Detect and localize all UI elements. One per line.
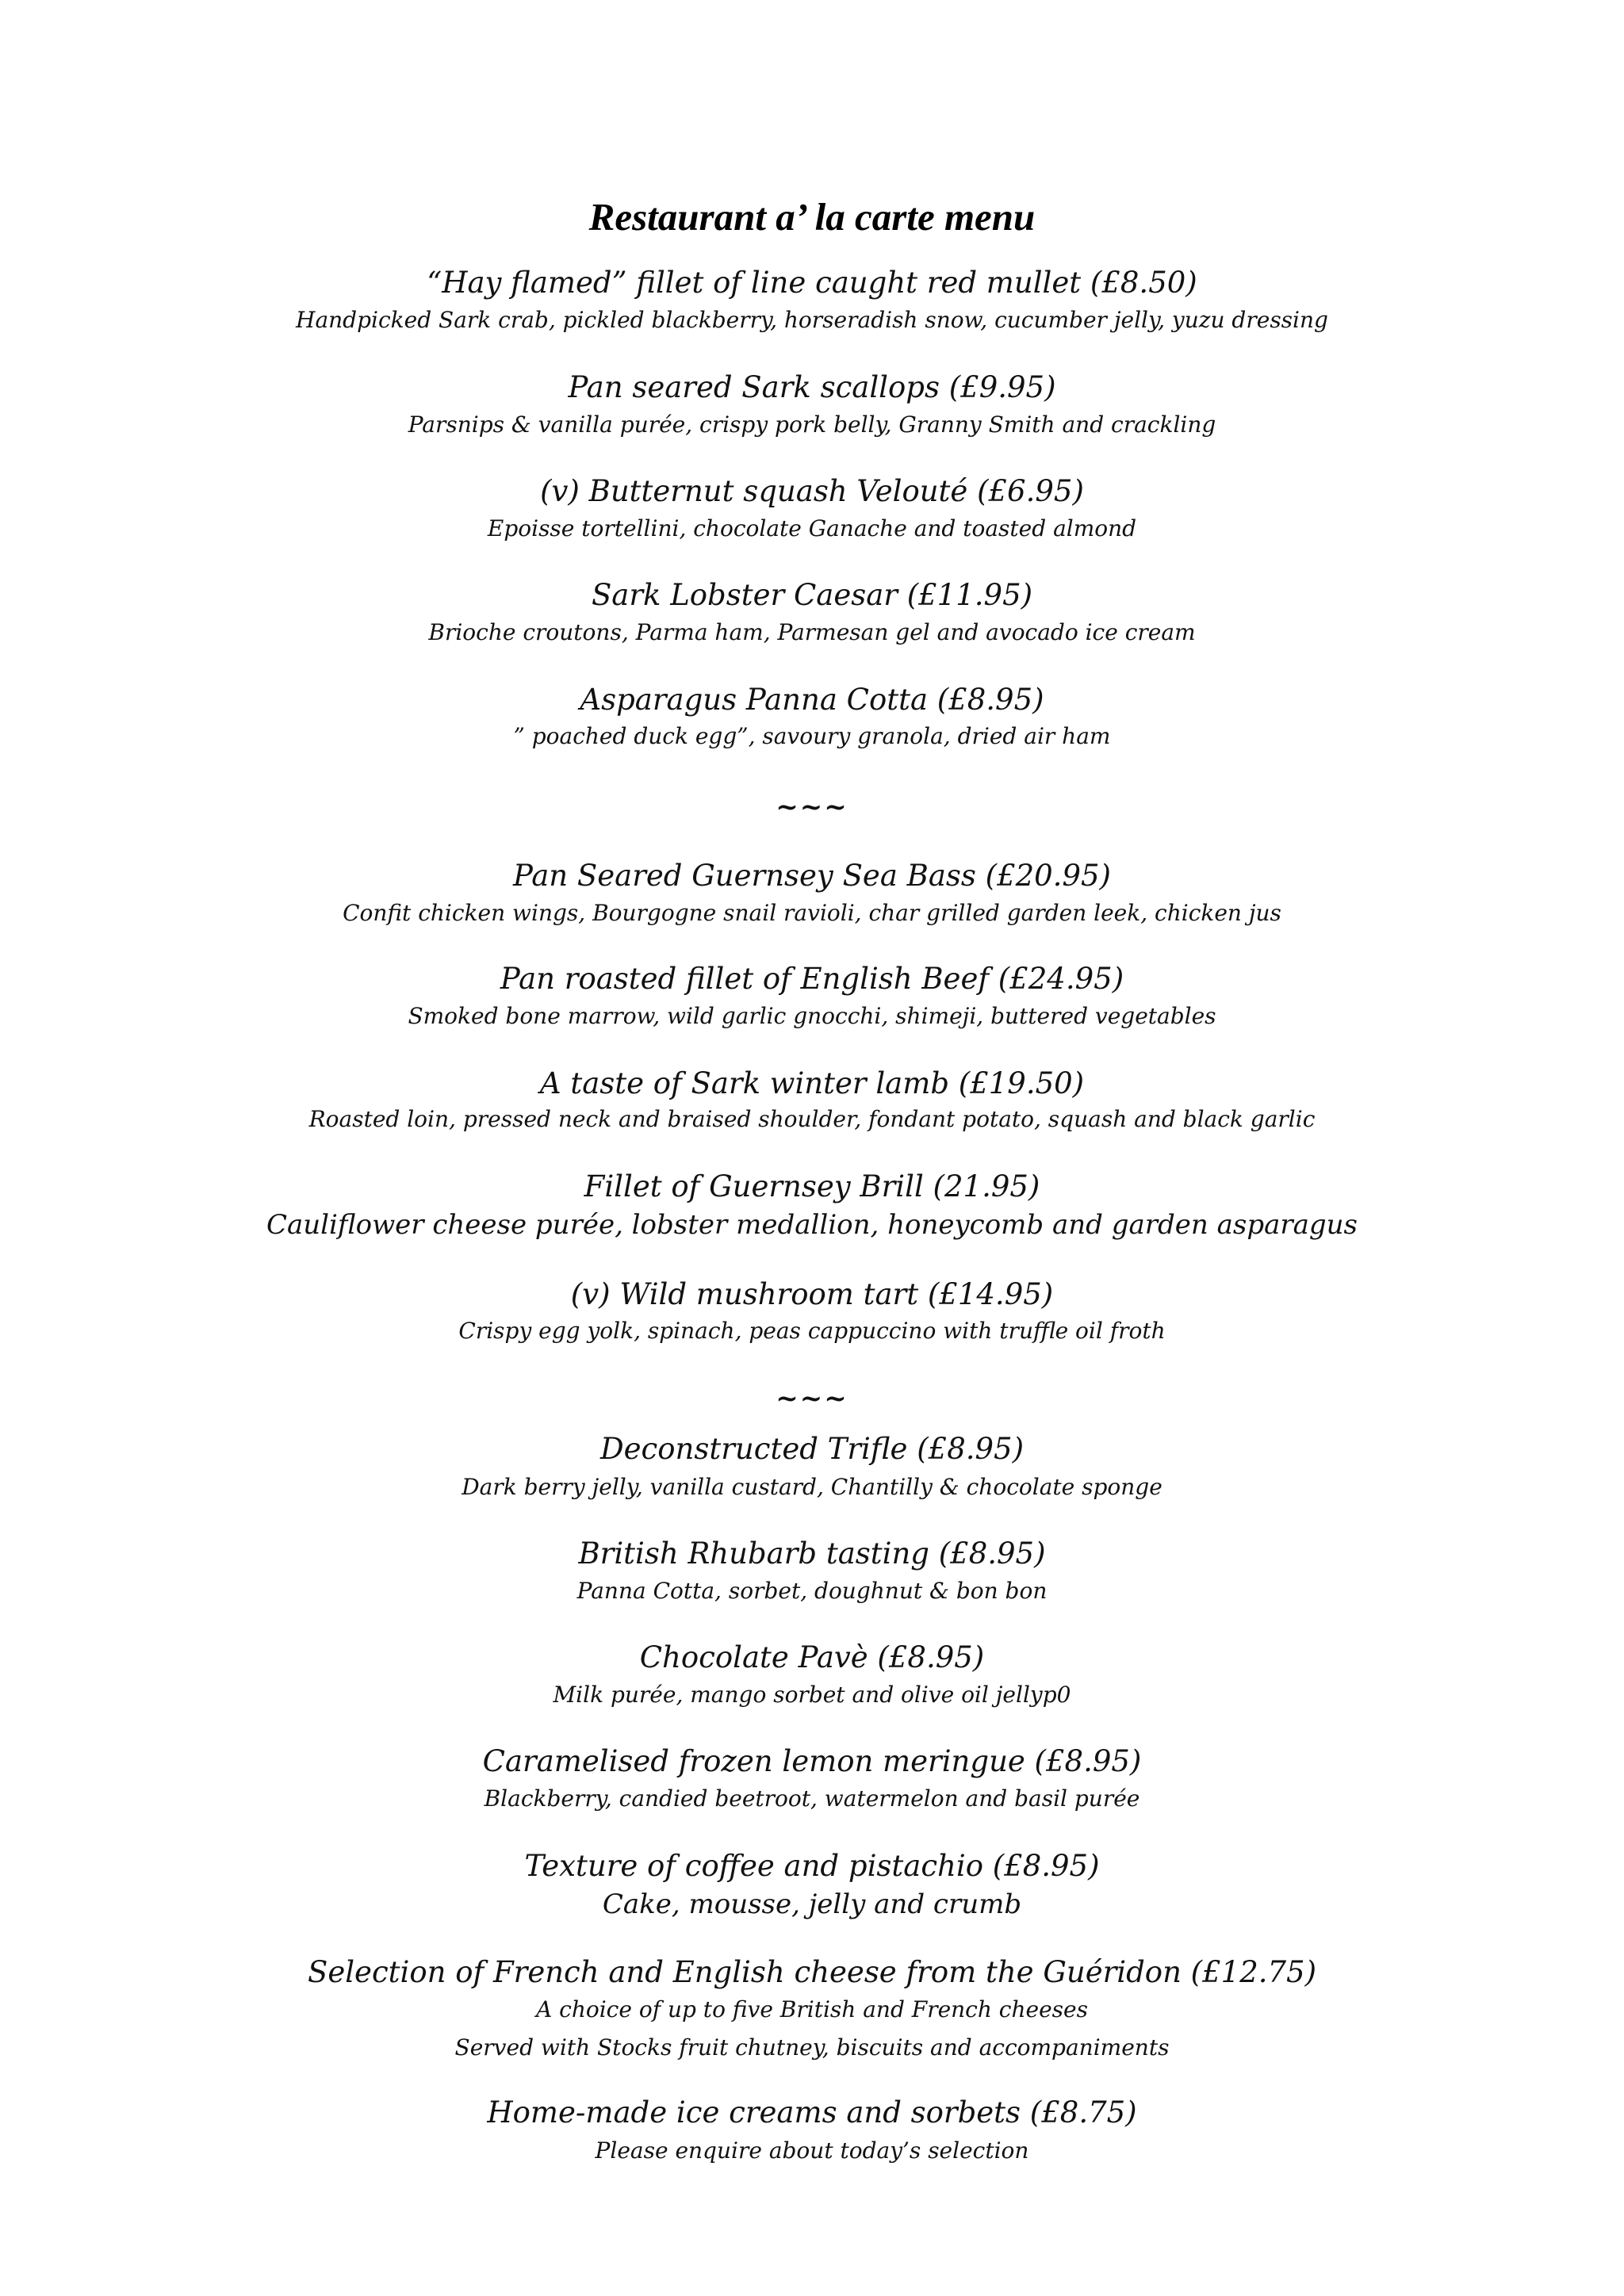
- dish-name: Asparagus Panna Cotta (£8.95): [580, 683, 1044, 717]
- dish-description: Milk purée, mango sorbet and olive oil jellyp0: [553, 1682, 1071, 1708]
- dish-description: Dark berry jelly, vanilla custard, Chantilly & chocolate sponge: [462, 1474, 1162, 1500]
- dish-name: Pan Seared Guernsey Sea Bass (£20.95): [513, 859, 1111, 893]
- dish-description: Parsnips & vanilla purée, crispy pork belly, Granny Smith and crackling: [408, 411, 1216, 438]
- dish-name: “Hay flamed” fillet of line caught red mullet (£8.50): [427, 266, 1197, 300]
- section-separator: ~~~: [776, 791, 848, 823]
- dish-description: Roasted loin, pressed neck and braised shoulder, fondant potato, squash and black garlic: [308, 1106, 1316, 1132]
- dish-description: A choice of up to five British and French cheeses: [536, 1996, 1088, 2022]
- dish-name: Pan roasted fillet of English Beef (£24.95): [500, 962, 1124, 996]
- dish-description: Epoisse tortellini, chocolate Ganache and toasted almond: [487, 515, 1137, 541]
- dish-description: Cake, mousse, jelly and crumb: [602, 1888, 1022, 1920]
- dish-name: Caramelised frozen lemon meringue (£8.95): [482, 1744, 1142, 1778]
- dish-name: Home-made ice creams and sorbets (£8.75): [487, 2095, 1137, 2130]
- dish-name: (v) Wild mushroom tart (£14.95): [570, 1277, 1054, 1311]
- dish-description: ” poached duck egg”, savoury granola, dried air ham: [513, 723, 1111, 749]
- dish-name: Selection of French and English cheese from the Guéridon (£12.75): [307, 1955, 1317, 1989]
- dish-name: Pan seared Sark scallops (£9.95): [568, 370, 1056, 404]
- dish-description: Served with Stocks fruit chutney, biscuits and accompaniments: [454, 2034, 1170, 2061]
- dish-name: Fillet of Guernsey Brill (21.95): [584, 1169, 1040, 1203]
- dish-name: Deconstructed Trifle (£8.95): [599, 1432, 1025, 1466]
- dish-name: Texture of coffee and pistachio (£8.95): [524, 1849, 1100, 1883]
- dish-description: Please enquire about today’s selection: [595, 2137, 1029, 2164]
- dish-name: (v) Butternut squash Velouté (£6.95): [540, 474, 1084, 508]
- dish-description: Brioche croutons, Parma ham, Parmesan gel and avocado ice cream: [428, 619, 1196, 645]
- section-separator: ~~~: [776, 1383, 848, 1414]
- dish-description: Handpicked Sark crab, pickled blackberry, horseradish snow, cucumber jelly, yuzu dressing: [296, 307, 1328, 333]
- dish-name: A taste of Sark winter lamb (£19.50): [539, 1066, 1085, 1100]
- dish-description: Confit chicken wings, Bourgogne snail ravioli, char grilled garden leek, chicken jus: [343, 900, 1281, 926]
- dish-name: Sark Lobster Caesar (£11.95): [591, 578, 1033, 612]
- dish-name: Chocolate Pavè (£8.95): [639, 1640, 985, 1674]
- dish-description: Blackberry, candied beetroot, watermelon and basil purée: [484, 1785, 1140, 1812]
- dish-description: Smoked bone marrow, wild garlic gnocchi, shimeji, buttered vegetables: [408, 1003, 1216, 1029]
- dish-description: Cauliflower cheese purée, lobster medallion, honeycomb and garden asparagus: [266, 1209, 1358, 1241]
- dish-description: Crispy egg yolk, spinach, peas cappuccino with truffle oil froth: [458, 1318, 1166, 1344]
- page-title: Restaurant a’ la carte menu: [588, 195, 1036, 239]
- dish-description: Panna Cotta, sorbet, doughnut & bon bon: [576, 1578, 1048, 1604]
- dish-name: British Rhubarb tasting (£8.95): [578, 1536, 1046, 1571]
